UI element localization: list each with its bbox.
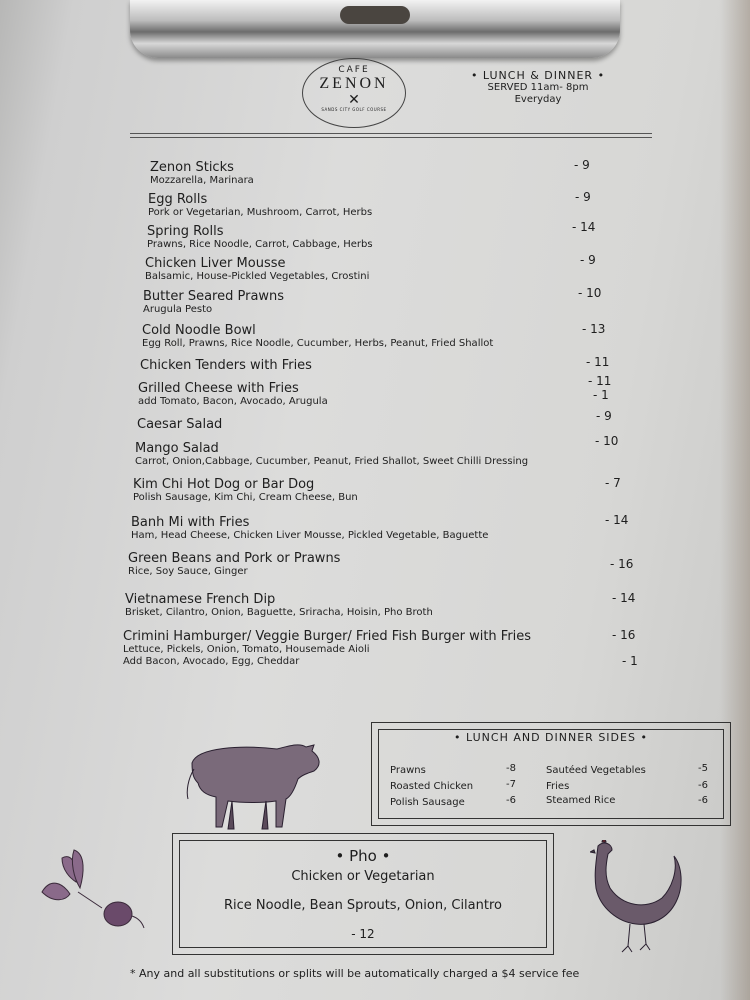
item-name: Mango Salad [135,441,219,456]
pho-box [172,833,554,955]
divider-line [130,137,652,138]
side-name: Polish Sausage [390,797,465,808]
item-name: Spring Rolls [147,224,224,239]
item-name: Cold Noodle Bowl [142,323,256,338]
side-name: Sautéed Vegetables [546,765,646,776]
item-price: - 14 [612,591,636,605]
item-price: - 10 [578,286,602,300]
item-desc: Balsamic, House-Pickled Vegetables, Crostini [145,271,370,282]
pho-desc: Rice Noodle, Bean Sprouts, Onion, Cilantro [224,898,502,913]
item-price: - 13 [582,322,606,336]
item-addon-price: - 1 [593,388,609,402]
item-name: Grilled Cheese with Fries [138,381,299,396]
item-price: - 14 [572,220,596,234]
side-price: -7 [506,779,516,790]
menu-item [123,629,531,668]
item-desc: Lettuce, Pickels, Onion, Tomato, Housemade Aioli [123,644,370,655]
item-desc: Pork or Vegetarian, Mushroom, Carrot, Herbs [148,207,373,218]
menu-item [147,224,373,251]
sides-box [371,722,731,826]
item-name: Zenon Sticks [150,160,234,175]
item-price: - 11 [588,374,612,388]
item-price: - 9 [575,190,591,204]
menu-item [150,160,254,187]
sides-title: • LUNCH AND DINNER SIDES • [454,731,648,744]
item-name: Chicken Liver Mousse [145,256,286,271]
side-name: Steamed Rice [546,795,616,806]
menu-item [148,192,372,219]
served-info [458,70,618,106]
beet-illustration [36,848,146,930]
item-name: Egg Rolls [148,192,208,207]
item-desc: Carrot, Onion,Cabbage, Cucumber, Peanut, Fried Shallot, Sweet Chilli Dressing [135,456,529,467]
logo-cafe: CAFE [338,65,370,75]
side-price: -6 [698,780,708,791]
item-desc: Polish Sausage, Kim Chi, Cream Cheese, Bun [133,492,358,503]
side-price: -6 [506,795,516,806]
side-name: Roasted Chicken [390,781,474,792]
item-price: - 10 [595,434,619,448]
pho-price: - 12 [351,927,375,941]
served-hours: SERVED 11am- 8pm [487,82,589,93]
menu-item [137,417,222,432]
item-name: Chicken Tenders with Fries [140,358,312,373]
item-desc: Prawns, Rice Noodle, Carrot, Cabbage, Herbs [147,239,373,250]
cafe-logo [302,58,406,128]
item-desc: add Tomato, Bacon, Avocado, Arugula [138,396,328,407]
served-days: Everyday [514,94,562,105]
pho-subtitle: Chicken or Vegetarian [291,869,435,884]
menu-item [143,289,284,316]
cow-illustration [182,735,327,835]
logo-name: ZENON [319,75,389,92]
side-name: Fries [546,781,570,792]
item-desc: Brisket, Cilantro, Onion, Baguette, Sriracha, Hoisin, Pho Broth [125,607,433,618]
item-desc: Egg Roll, Prawns, Rice Noodle, Cucumber, Herbs, Peanut, Fried Shallot [142,338,494,349]
menu-item [142,323,493,350]
side-name: Prawns [390,765,426,776]
menu-item [128,551,340,578]
item-price: - 16 [612,628,636,642]
item-price: - 9 [596,409,612,423]
item-name: Vietnamese French Dip [125,592,276,607]
chicken-illustration [590,840,685,958]
item-price: - 11 [586,355,610,369]
item-desc: Mozzarella, Marinara [150,175,254,186]
item-name: Butter Seared Prawns [143,289,285,304]
menu-item [135,441,528,468]
item-name: Green Beans and Pork or Prawns [128,551,341,566]
clipboard-clip [130,0,620,58]
item-name: Kim Chi Hot Dog or Bar Dog [133,477,315,492]
item-addon-price: - 1 [622,654,638,668]
item-name: Banh Mi with Fries [131,515,250,530]
menu-item [145,256,369,283]
clip-hole [340,6,410,24]
item-desc: Rice, Soy Sauce, Ginger [128,566,248,577]
menu-item [131,515,488,542]
item-price: - 14 [605,513,629,527]
item-desc: Arugula Pesto [143,304,213,315]
menu-item [133,477,358,504]
item-price: - 7 [605,476,621,490]
side-price: -8 [506,763,516,774]
menu-item [138,381,328,408]
menu-item [140,358,312,373]
logo-subtitle: SANDS CITY GOLF COURSE [321,107,387,112]
service-fee-note: * Any and all substitutions or splits will be automatically charged a $4 service fee [130,967,580,980]
side-price: -5 [698,763,708,774]
served-title: • LUNCH & DINNER • [470,69,606,82]
fork-knife-icon: ✕ [348,92,360,108]
item-price: - 9 [574,158,590,172]
item-name: Caesar Salad [137,417,223,432]
divider-line [130,133,652,134]
item-addon-desc: Add Bacon, Avocado, Egg, Cheddar [123,656,300,667]
paper-shadow [720,0,750,1000]
item-name: Crimini Hamburger/ Veggie Burger/ Fried Fish Burger with Fries [123,629,532,644]
pho-inner-frame [179,840,547,948]
menu-item [125,592,433,619]
pho-title: • Pho • [335,847,391,865]
item-price: - 16 [610,557,634,571]
side-price: -6 [698,795,708,806]
item-desc: Ham, Head Cheese, Chicken Liver Mousse, Pickled Vegetable, Baguette [131,530,489,541]
item-price: - 9 [580,253,596,267]
